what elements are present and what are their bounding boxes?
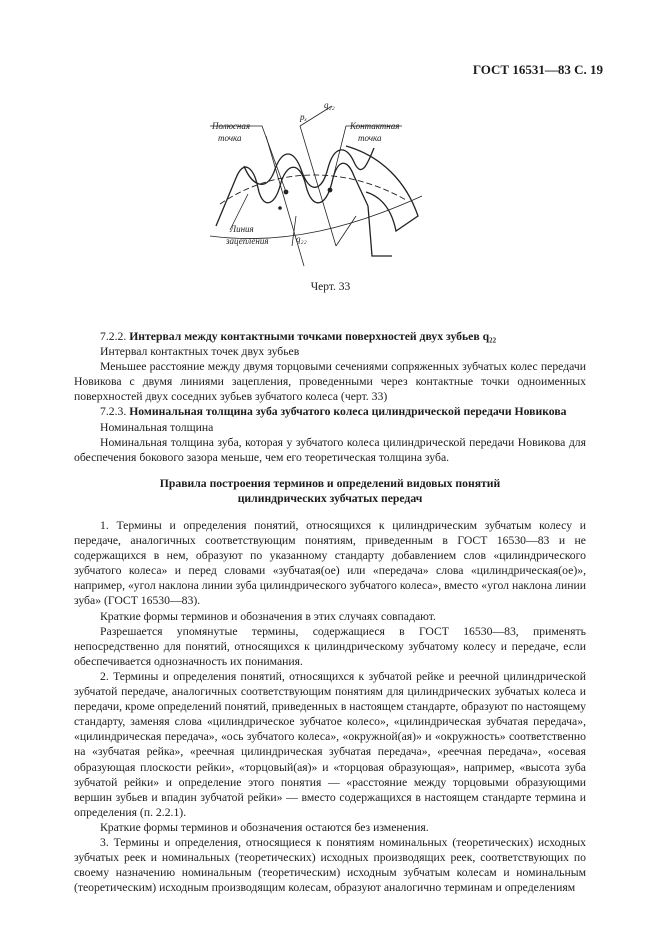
term-7-2-3 [74, 404, 586, 419]
figure-caption: Черт. 33 [310, 281, 351, 293]
term-title: Номинальная толщина зуба зубчатого колеса цилиндрической передачи Новикова [129, 405, 567, 419]
term-number: 7.2.3. [100, 405, 127, 419]
gear-mesh-drawing [196, 96, 436, 274]
definition: Меньшее расстояние между двумя торцовыми сечениями сопряженных зубчатых колес передачи Новикова с двумя линиями зацепления, проведенными через контактные точки одноименных поверхностей двух соседних зубьев зубчатого колеса (черт. 33) [74, 360, 586, 404]
rule-paragraph: Разрешается упомянутые термины, содержащиеся в ГОСТ 16530—83, применять непосредственно для понятий, относящихся к цилиндрическому зубчатому колесу и передаче, если обеспечивается однозначность их понимания. [74, 624, 586, 668]
p-label: pₓ [300, 112, 308, 122]
contact-point-label-1: Контактная [350, 121, 400, 131]
q-top-label: q₂₂ [324, 100, 335, 110]
short-term: Интервал контактных точек двух зубьев [100, 345, 300, 359]
section-heading-line1: Правила построения терминов и определений видовых понятий [159, 477, 501, 490]
rule-paragraph: 2. Термины и определения понятий, относящихся к зубчатой рейке и реечной цилиндрической зубчатой передаче, аналогичных соответствующим понятиям для цилиндрических зубчатых колеса и передачи, кроме определений понятий, приведенных в настоящем стандарте, образуют по настоящему стандарту, заменяя слова «цилиндрическое зубчатое колесо», «цилиндрическая зубчатая передача», «цилиндрическая передача», «ось зубчатого колеса», «окружной(ая)» и «окружность» соответственно на «зубчатая рейка», «реечная цилиндрическая зубчатая передача», «реечная передача», «осевая образующая плоскости рейки», «торцовый(ая)» и «торцовая образующая», например, «высота зуба зубчатой рейки» и определение этого понятия — «расстояние между торцовыми образующими вершин зубьев и впадин зубчатой рейки» — вместо содержащихся в настоящем стандарте термина и определения (п. 2.2.1). [74, 669, 586, 819]
rule-paragraph: Краткие формы терминов и обозначения остаются без изменения. [100, 820, 429, 834]
rule-paragraph: Краткие формы терминов и обозначения в этих случаях совпадают. [100, 609, 436, 623]
short-term: Номинальная толщина [100, 420, 214, 434]
rule-paragraph: 1. Термины и определения понятий, относящихся к цилиндрическим зубчатым колесу и передаче, аналогичных соответствующим понятиям, приведенным в ГОСТ 16530—83 и не содержащихся в нем, образуют по указанному стандарту добавлением слов «цилиндрического зубчатого колеса» и перед словами «зубчатая(ое) или «передача» слова «цилиндрическая(ое)», например, «угол наклона линии зуба цилиндрического зубчатого колеса», вместо «угол наклона линии зуба» (ГОСТ 16530—83). [74, 519, 586, 608]
polar-point-label-2: точка [218, 133, 242, 143]
section-heading-line2: цилиндрических зубчатых передач [237, 492, 423, 506]
rule-paragraph: 3. Термины и определения, относящиеся к понятиям номинальных (теоретических) исходных зубчатых реек и номинальных (теоретических) исходных производящих реек, соответствующих по своему назначению номинальным (теоретическим) исходным зубчатым колесам и номинальным (теоретическим) исходным производящим колесам, образуют аналогично терминам и определениям [74, 835, 586, 895]
section-7-2 [74, 329, 586, 465]
gear-diagram [196, 96, 436, 274]
line-label-2: зацепления [226, 236, 269, 246]
rules-body [74, 518, 586, 895]
page-header: ГОСТ 16531—83 С. 19 [472, 62, 603, 77]
rules-title [74, 476, 586, 506]
contact-point-label-2: точка [358, 133, 382, 143]
line-label-1: Линия [230, 224, 254, 234]
q-bottom-label: q₂₂ [296, 234, 307, 244]
definition: Номинальная толщина зуба, которая у зубчатого колеса цилиндрической передачи Новикова для обеспечения бокового зазора меньше, чем его теоретическая толщина зуба. [74, 435, 586, 464]
term-title: Интервал между контактными точками поверхностей двух зубьев q₂₂ [129, 330, 497, 343]
term-number: 7.2.2. [100, 330, 127, 343]
polar-point-label-1: Полюсная [212, 121, 251, 131]
term-7-2-2 [74, 329, 586, 344]
